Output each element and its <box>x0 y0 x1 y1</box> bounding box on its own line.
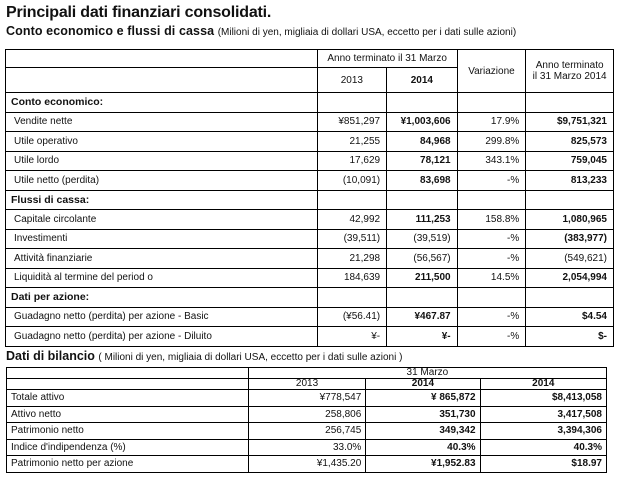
value-usd-2014: (549,621) <box>526 249 614 269</box>
value-2014-yen: 351,730 <box>366 406 480 423</box>
header-col-2014-usd: 2014 <box>480 379 606 390</box>
header-blank-cell <box>7 368 249 379</box>
value-2013: 256,745 <box>248 423 366 440</box>
value-2014: 78,121 <box>387 151 458 171</box>
empty-cell <box>387 190 458 210</box>
header-col-2014-yen: 2014 <box>366 379 480 390</box>
empty-cell <box>457 288 526 308</box>
value-usd-2014: 759,045 <box>526 151 614 171</box>
change-percent: -% <box>457 171 526 191</box>
value-2014-usd: 40.3% <box>480 439 606 456</box>
header-usd: Anno terminato il 31 Marzo 2014 <box>526 50 614 93</box>
change-percent: 17.9% <box>457 112 526 132</box>
row-label: Indice d'indipendenza (%) <box>7 439 249 456</box>
value-2014-yen: ¥ 865,872 <box>366 390 480 407</box>
value-2014-yen: 349,342 <box>366 423 480 440</box>
balance-heading-text: Dati di bilancio <box>6 349 95 363</box>
row-label: Attività finanziarie <box>6 249 318 269</box>
value-2014-usd: 3,417,508 <box>480 406 606 423</box>
row-label: Capitale circolante <box>6 210 318 230</box>
section-title: Flussi di cassa: <box>6 190 318 210</box>
header-change: Variazione <box>457 50 526 93</box>
value-2014-yen: ¥1,952.83 <box>366 456 480 473</box>
value-2014-yen: 40.3% <box>366 439 480 456</box>
value-2013: (¥56.41) <box>317 307 386 327</box>
balance-units-note: ( Milioni di yen, migliaia di dollari USA, eccetto per i dati sulle azioni ) <box>98 352 403 363</box>
value-2014: 211,500 <box>387 268 458 288</box>
value-2013: 21,255 <box>317 132 386 152</box>
header-blank-cell <box>6 50 318 68</box>
value-2014: ¥1,003,606 <box>387 112 458 132</box>
change-percent: 299.8% <box>457 132 526 152</box>
header-blank-cell <box>6 68 318 93</box>
row-label: Utile lordo <box>6 151 318 171</box>
table-row <box>7 390 607 407</box>
value-2013: ¥778,547 <box>248 390 366 407</box>
table-row <box>7 406 607 423</box>
value-usd-2014: 825,573 <box>526 132 614 152</box>
value-usd-2014: $4.54 <box>526 307 614 327</box>
header-year-group: Anno terminato il 31 Marzo <box>317 50 457 68</box>
header-year-2013: 2013 <box>317 68 386 93</box>
value-2014-usd: $8,413,058 <box>480 390 606 407</box>
change-percent: -% <box>457 327 526 347</box>
table-row <box>6 210 614 230</box>
value-2014: (56,567) <box>387 249 458 269</box>
value-2013: 42,992 <box>317 210 386 230</box>
value-2014-usd: 3,394,306 <box>480 423 606 440</box>
table-row <box>6 112 614 132</box>
row-label: Investimenti <box>6 229 318 249</box>
table-row <box>7 439 607 456</box>
value-2013: 17,629 <box>317 151 386 171</box>
value-2013: ¥- <box>317 327 386 347</box>
table-row <box>6 171 614 191</box>
value-2014: ¥- <box>387 327 458 347</box>
income-heading-text: Conto economico e flussi di cassa <box>6 24 215 38</box>
section-title: Conto economico: <box>6 93 318 113</box>
row-label: Utile netto (perdita) <box>6 171 318 191</box>
row-label: Attivo netto <box>7 406 249 423</box>
value-2013: (10,091) <box>317 171 386 191</box>
empty-cell <box>457 93 526 113</box>
header-date-group: 31 Marzo <box>248 368 606 379</box>
value-2014: 111,253 <box>387 210 458 230</box>
section-header-row <box>6 93 614 113</box>
value-2014: 83,698 <box>387 171 458 191</box>
row-label: Guadagno netto (perdita) per azione - Diluito <box>6 327 318 347</box>
income-cashflow-table <box>5 49 614 347</box>
value-usd-2014: 813,233 <box>526 171 614 191</box>
header-year-2014: 2014 <box>387 68 458 93</box>
table-row <box>6 307 614 327</box>
empty-cell <box>317 93 386 113</box>
value-2014: (39,519) <box>387 229 458 249</box>
table-row <box>6 268 614 288</box>
value-2014: ¥467.87 <box>387 307 458 327</box>
empty-cell <box>317 190 386 210</box>
value-usd-2014: (383,977) <box>526 229 614 249</box>
value-2013: 33.0% <box>248 439 366 456</box>
change-percent: 343.1% <box>457 151 526 171</box>
change-percent: -% <box>457 229 526 249</box>
empty-cell <box>387 93 458 113</box>
section-header-row <box>6 288 614 308</box>
balance-sheet-table <box>6 367 607 473</box>
value-2013: ¥1,435.20 <box>248 456 366 473</box>
empty-cell <box>526 288 614 308</box>
row-label: Patrimonio netto per azione <box>7 456 249 473</box>
row-label: Guadagno netto (perdita) per azione - Basic <box>6 307 318 327</box>
empty-cell <box>317 288 386 308</box>
value-2014-usd: $18.97 <box>480 456 606 473</box>
header-col-2013: 2013 <box>248 379 366 390</box>
change-percent: -% <box>457 249 526 269</box>
page-title: Principali dati finanziari consolidati. <box>6 4 272 21</box>
value-2013: 184,639 <box>317 268 386 288</box>
row-label: Utile operativo <box>6 132 318 152</box>
table-row <box>7 423 607 440</box>
value-2013: 258,806 <box>248 406 366 423</box>
row-label: Totale attivo <box>7 390 249 407</box>
table-row <box>7 456 607 473</box>
change-percent: 158.8% <box>457 210 526 230</box>
row-label: Liquidità al termine del period o <box>6 268 318 288</box>
value-usd-2014: $- <box>526 327 614 347</box>
value-usd-2014: $9,751,321 <box>526 112 614 132</box>
income-section-heading <box>6 24 516 38</box>
table-row <box>6 151 614 171</box>
table-row <box>6 327 614 347</box>
value-2014: 84,968 <box>387 132 458 152</box>
income-units-note: (Milioni di yen, migliaia di dollari USA, eccetto per i dati sulle azioni) <box>217 27 517 38</box>
balance-section-heading <box>6 349 402 363</box>
value-usd-2014: 2,054,994 <box>526 268 614 288</box>
empty-cell <box>526 93 614 113</box>
table-row <box>6 249 614 269</box>
value-2013: 21,298 <box>317 249 386 269</box>
table-row <box>6 132 614 152</box>
value-usd-2014: 1,080,965 <box>526 210 614 230</box>
section-header-row <box>6 190 614 210</box>
value-2013: ¥851,297 <box>317 112 386 132</box>
empty-cell <box>526 190 614 210</box>
empty-cell <box>387 288 458 308</box>
table-row <box>6 229 614 249</box>
change-percent: -% <box>457 307 526 327</box>
section-title: Dati per azione: <box>6 288 318 308</box>
empty-cell <box>457 190 526 210</box>
change-percent: 14.5% <box>457 268 526 288</box>
row-label: Patrimonio netto <box>7 423 249 440</box>
row-label: Vendite nette <box>6 112 318 132</box>
header-blank-cell <box>7 379 249 390</box>
value-2013: (39,511) <box>317 229 386 249</box>
